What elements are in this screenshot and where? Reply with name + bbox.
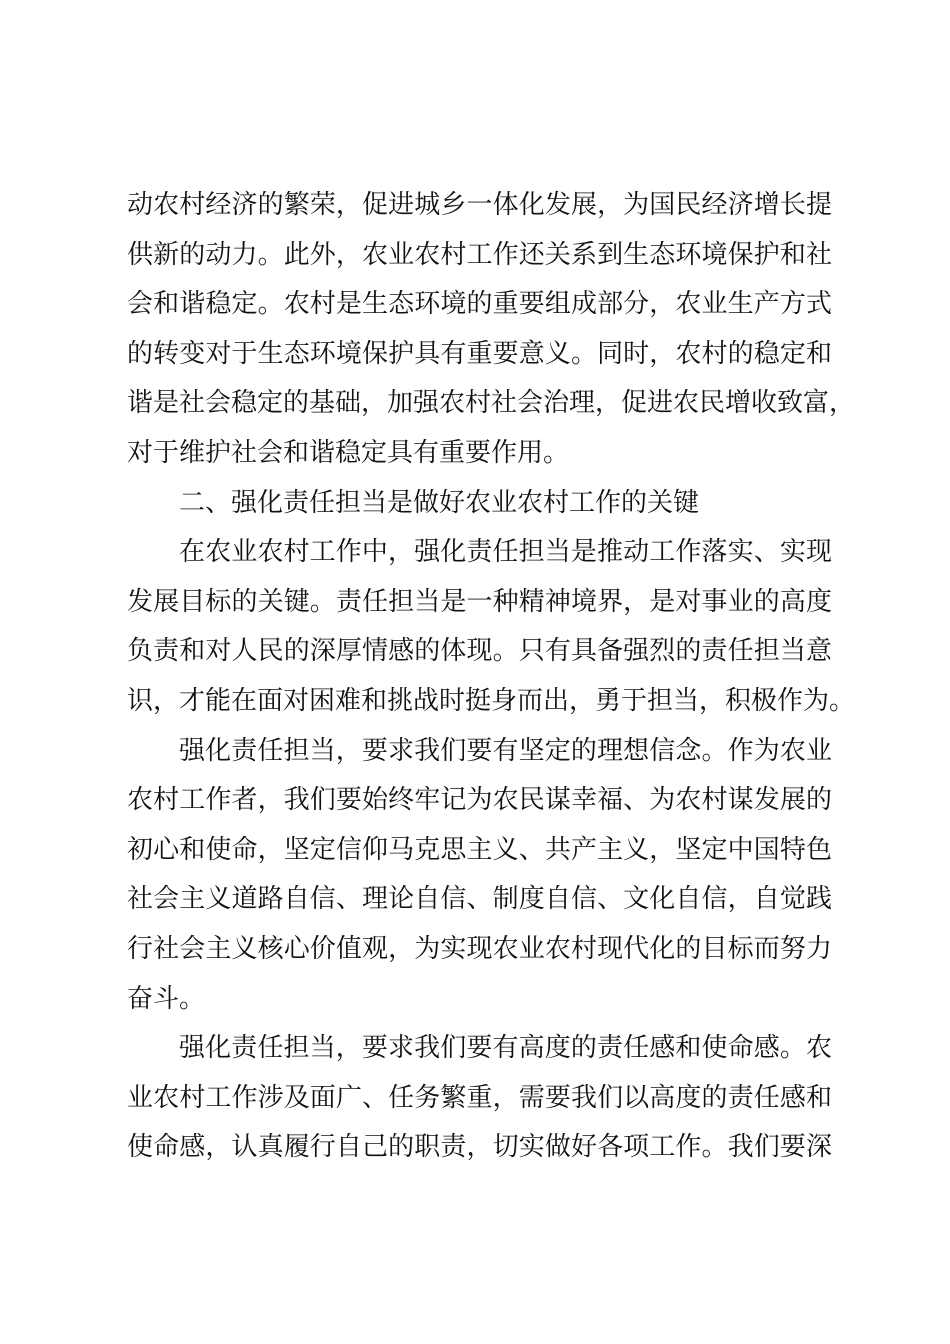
text-line: 会和谐稳定。农村是生态环境的重要组成部分，农业生产方式 <box>127 289 832 320</box>
text-line: 强化责任担当，要求我们要有高度的责任感和使命感。农 <box>179 1033 832 1064</box>
text-line: 识，才能在面对困难和挑战时挺身而出，勇于担当，积极作为。 <box>127 685 856 716</box>
text-line: 动农村经济的繁荣，促进城乡一体化发展，为国民经济增长提 <box>127 190 832 220</box>
text-line: 在农业农村工作中，强化责任担当是推动工作落实、实现 <box>179 537 832 568</box>
text-line: 谐是社会稳定的基础，加强农村社会治理，促进农民增收致富， <box>127 388 856 419</box>
text-line: 发展目标的关键。责任担当是一种精神境界，是对事业的高度 <box>127 586 832 617</box>
section-heading: 二、强化责任担当是做好农业农村工作的关键 <box>179 487 700 518</box>
text-line: 奋斗。 <box>127 983 206 1014</box>
text-line: 初心和使命，坚定信仰马克思主义、共产主义，坚定中国特色 <box>127 834 832 865</box>
text-line: 社会主义道路自信、理论自信、制度自信、文化自信，自觉践 <box>127 884 832 915</box>
text-line: 对于维护社会和谐稳定具有重要作用。 <box>127 437 570 468</box>
text-line: 使命感，认真履行自己的职责，切实做好各项工作。我们要深 <box>127 1132 832 1163</box>
text-line: 的转变对于生态环境保护具有重要意义。同时，农村的稳定和 <box>127 338 832 369</box>
document-body <box>127 181 856 1173</box>
text-line: 农村工作者，我们要始终牢记为农民谋幸福、为农村谋发展的 <box>127 785 832 816</box>
text-line: 强化责任担当，要求我们要有坚定的理想信念。作为农业 <box>179 735 832 766</box>
text-line: 行社会主义核心价值观，为实现农业农村现代化的目标而努力 <box>127 933 832 964</box>
text-line: 业农村工作涉及面广、任务繁重，需要我们以高度的责任感和 <box>127 1082 832 1113</box>
text-line: 供新的动力。此外，农业农村工作还关系到生态环境保护和社 <box>127 239 832 270</box>
text-line: 负责和对人民的深厚情感的体现。只有具备强烈的责任担当意 <box>127 636 832 667</box>
